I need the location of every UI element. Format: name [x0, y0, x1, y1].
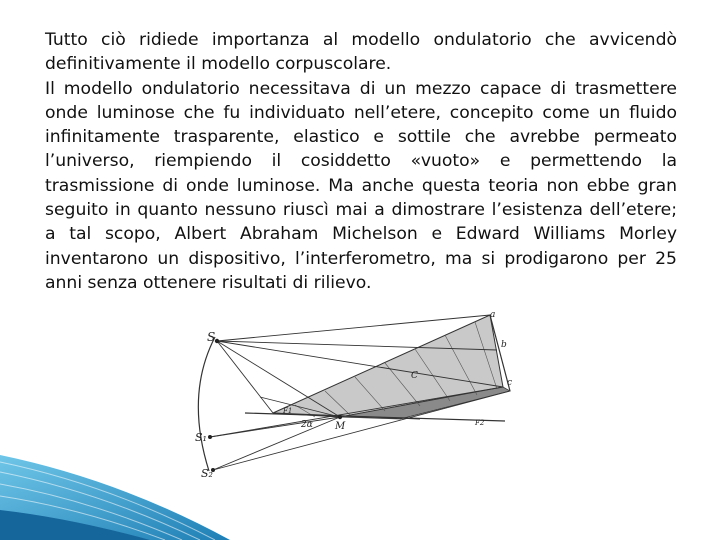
label-angle: 2α — [301, 420, 313, 430]
decorative-wave — [0, 440, 300, 540]
label-s2: S₂ — [201, 467, 213, 480]
label-f1: F1 — [283, 407, 293, 415]
label-f2: F2 — [475, 419, 485, 427]
label-c-lower: c — [507, 378, 513, 388]
label-m: M — [335, 421, 346, 432]
label-s1: S₁ — [195, 431, 207, 444]
label-a: a — [490, 310, 496, 320]
paragraph-2: Il modello ondulatorio necessitava di un mezzo capace di trasmettere onde luminose che fu individuato nell’etere, concepito come un fluido infinitamente trasparente, elastico e sottile che avrebbe permeato l’universo, riempiendo il cosiddetto «vuoto» e permettendo la trasmissione di onde luminose. Ma anche questa teoria non ebbe gran seguito in quanto nessuno riuscì mai a dimostrare l’esistenza dell’etere; a tal scopo, Albert Abraham Michelson e Edward Williams Morley inventarono un dispositivo, l’interferometro, ma si prodigarono per 25 anni senza ottenere risultati di rilievo. — [45, 78, 677, 293]
label-b: b — [501, 340, 507, 350]
label-s: S — [207, 330, 216, 344]
label-c-upper: C — [411, 371, 418, 381]
paragraph-1: Tutto ciò ridiede importanza al modello ondulatorio che avvicendò definitivamente il modello corpuscolare. — [45, 30, 677, 75]
body-text — [45, 28, 677, 295]
